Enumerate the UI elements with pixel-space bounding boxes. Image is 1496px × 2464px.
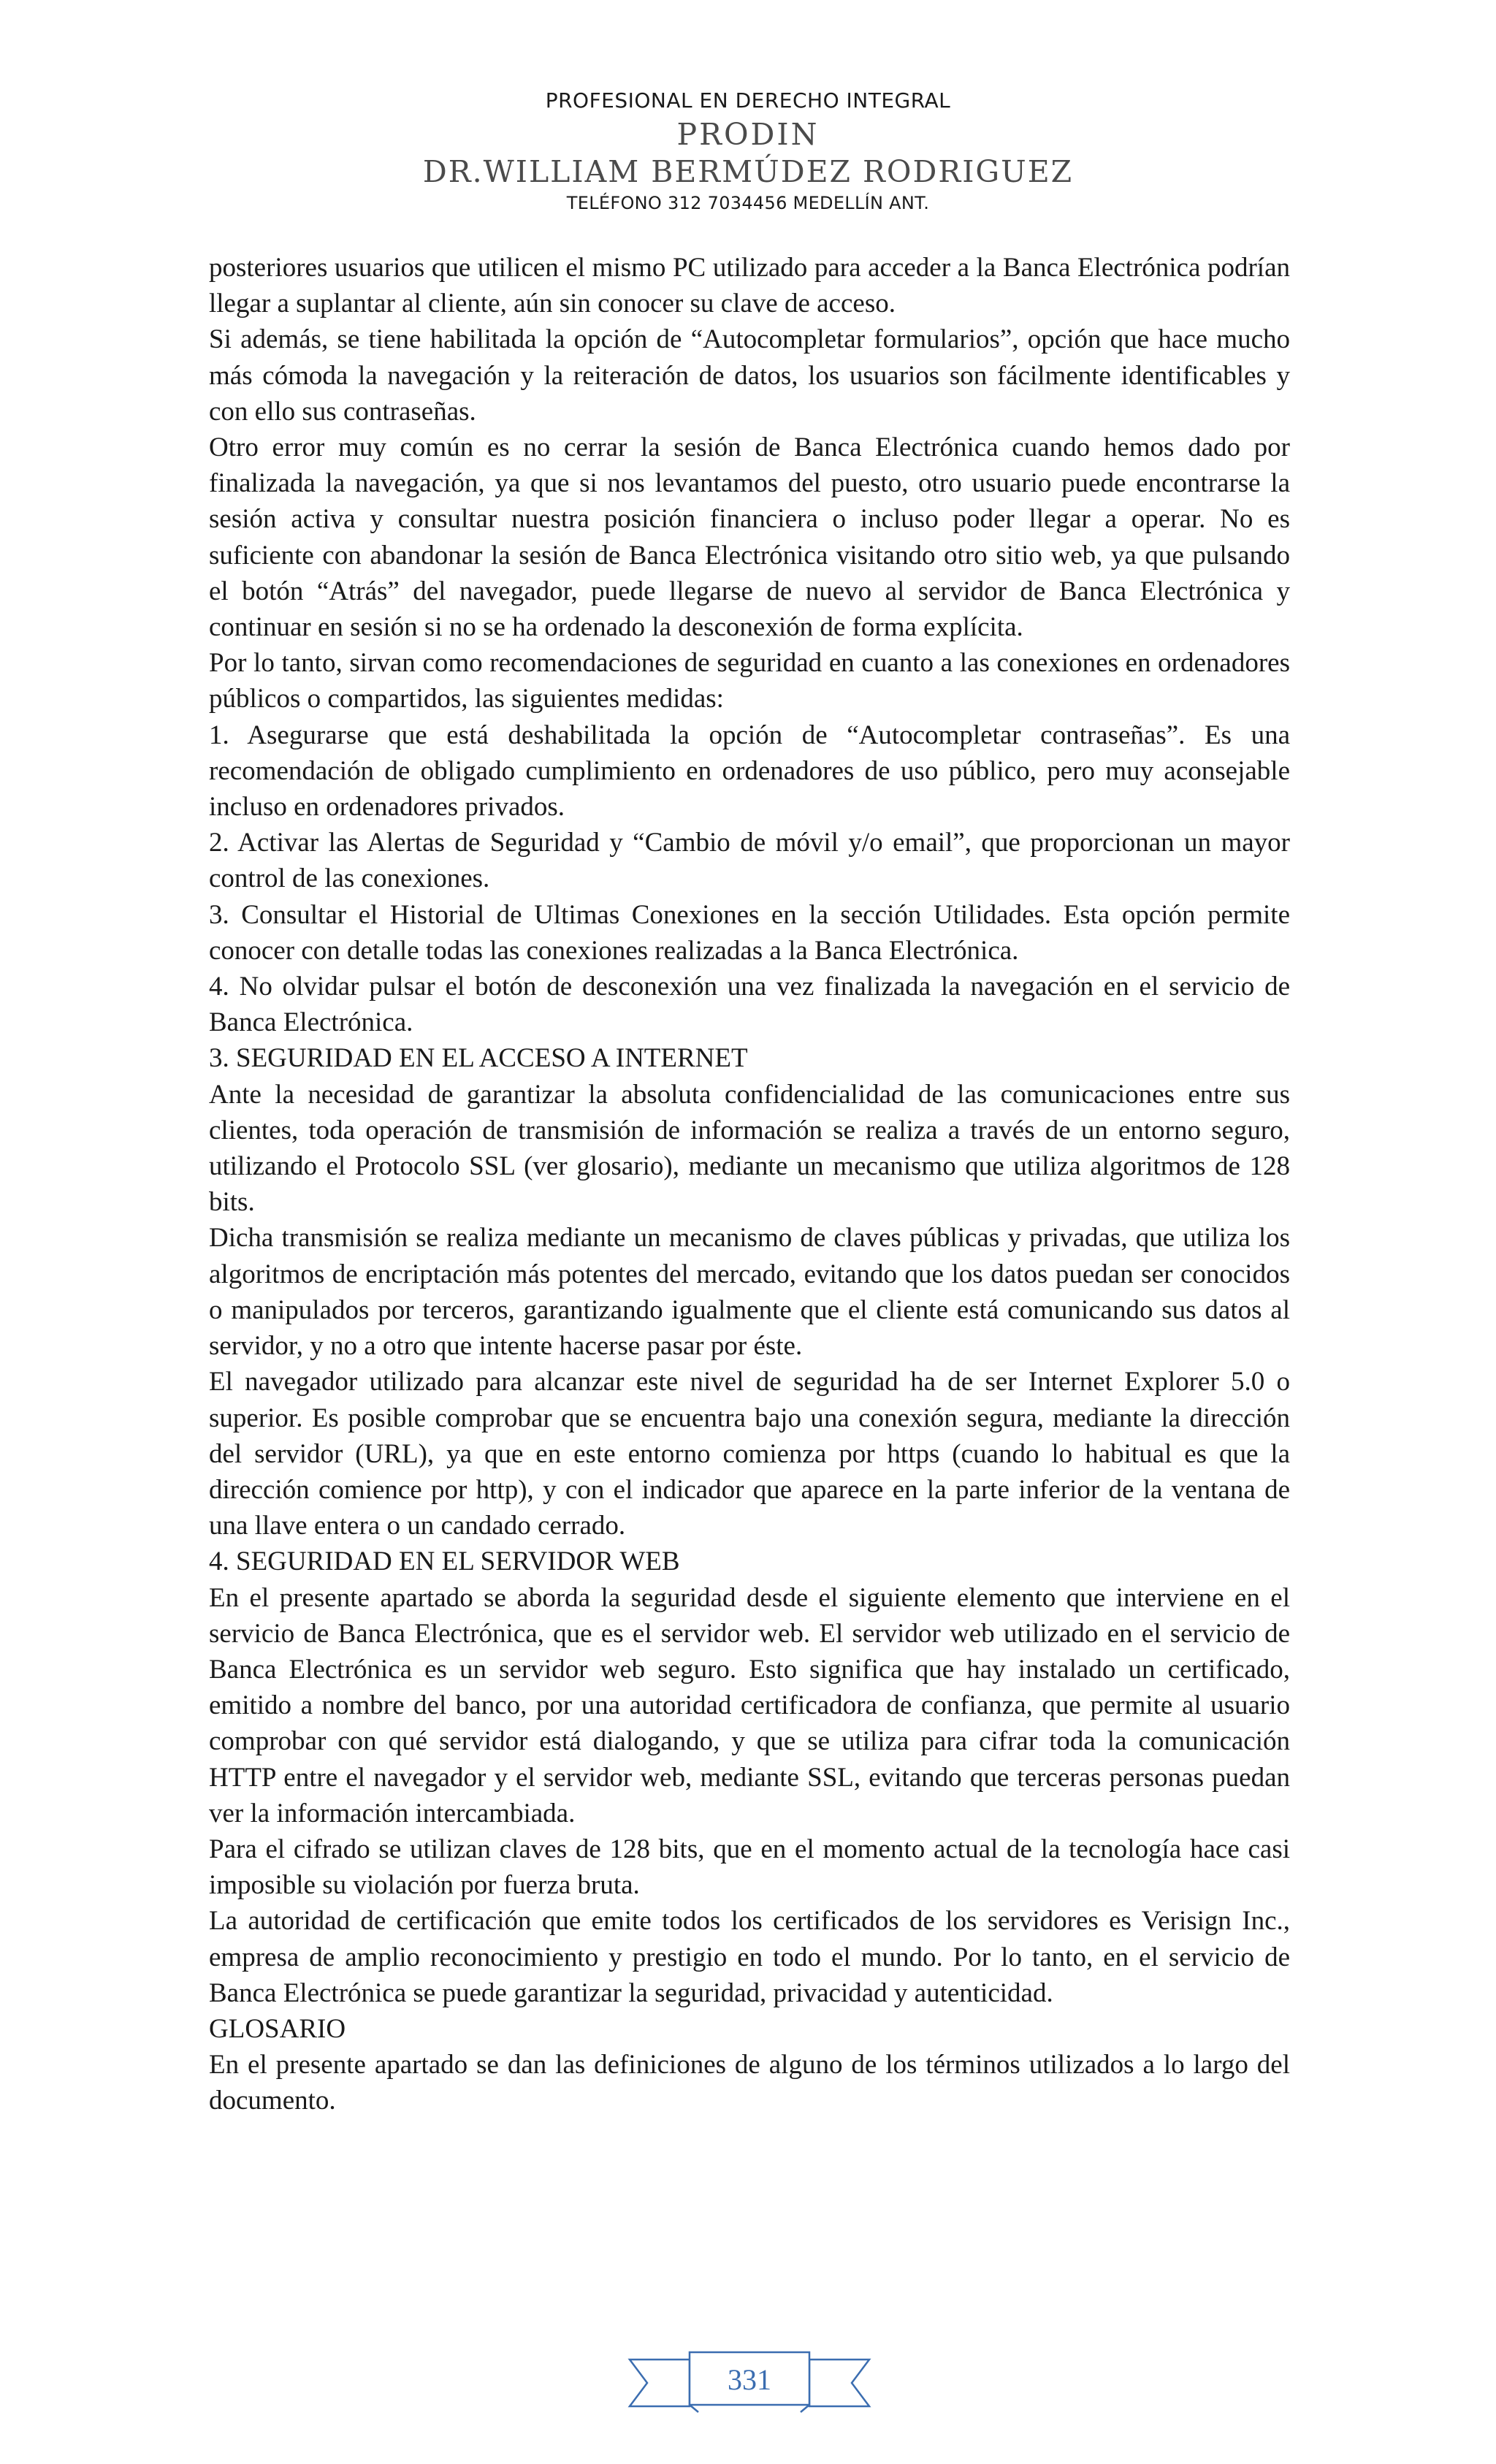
page-number-ribbon [625, 2345, 874, 2415]
paragraph: Si además, se tiene habilitada la opción de “Autocompletar formularios”, opción que hace mucho más cómoda la navegación y la reiteración de datos, los usuarios son fácilmente identificables y con ello sus contraseñas. [209, 324, 1290, 427]
letterhead-title: PROFESIONAL EN DERECHO INTEGRAL [545, 88, 951, 112]
letterhead-name: DR.WILLIAM BERMÚDEZ RODRIGUEZ [422, 154, 1074, 189]
list-item: 2. Activar las Alertas de Seguridad y “Cambio de móvil y/o email”, que proporcionan un mayor control de las conexiones. [209, 828, 1290, 894]
page-number: 331 [728, 2363, 771, 2396]
paragraph: Para el cifrado se utilizan claves de 128 bits, que en el momento actual de la tecnología hace casi imposible su violación por fuerza bruta. [209, 1834, 1290, 1901]
paragraph: Por lo tanto, sirvan como recomendaciones de seguridad en cuanto a las conexiones en ordenadores públicos o compartidos, las siguientes medidas: [209, 648, 1290, 714]
list-item: 4. No olvidar pulsar el botón de desconexión una vez finalizada la navegación en el servicio de Banca Electrónica. [209, 972, 1290, 1038]
paragraph: Dicha transmisión se realiza mediante un mecanismo de claves públicas y privadas, que utiliza los algoritmos de encriptación más potentes del mercado, evitando que los datos puedan ser conocidos o manipulados por terceros, garantizando igualmente que el cliente está comunicando sus datos al servidor, y no a otro que intente hacerse pasar por éste. [209, 1223, 1290, 1362]
letterhead [0, 86, 1496, 216]
list-item: 3. Consultar el Historial de Ultimas Conexiones en la sección Utilidades. Esta opción permite conocer con detalle todas las conexiones realizadas a la Banca Electrónica. [209, 899, 1290, 966]
letterhead-phone: TELÉFONO 312 7034456 MEDELLÍN ANT. [566, 193, 930, 213]
section-heading: 4. SEGURIDAD EN EL SERVIDOR WEB [209, 1546, 680, 1577]
paragraph: En el presente apartado se aborda la seguridad desde el siguiente elemento que interviene en el servicio de Banca Electrónica, que es el servidor web. El servidor web utilizado en el servicio de Banca Electrónica es un servidor web seguro. Esto significa que hay instalado un certificado, emitido a nombre del banco, por una autoridad certificadora de confianza, que permite al usuario comprobar con qué servidor está dialogando, y que se utiliza para cifrar toda la comunicación HTTP entre el navegador y el servidor web, mediante SSL, evitando que terceras personas puedan ver la información intercambiada. [209, 1582, 1290, 1828]
document-body [209, 250, 1290, 2119]
paragraph: El navegador utilizado para alcanzar este nivel de seguridad ha de ser Internet Explorer 5.0 o superior. Es posible comprobar que se encuentra bajo una conexión segura, mediante la dirección del servidor (URL), ya que en este entorno comienza por https (cuando lo habitual es que la dirección comience por http), y con el indicador que aparece en la parte inferior de la ventana de una llave entera o un candado cerrado. [209, 1367, 1290, 1541]
letterhead-brand: PRODIN [676, 117, 820, 152]
paragraph: Ante la necesidad de garantizar la absoluta confidencialidad de las comunicaciones entre sus clientes, toda operación de transmisión de información se realiza a través de un entorno seguro, utilizando el Protocolo SSL (ver glosario), mediante un mecanismo que utiliza algoritmos de 128 bits. [209, 1079, 1290, 1218]
section-heading: 3. SEGURIDAD EN EL ACCESO A INTERNET [209, 1043, 748, 1074]
section-heading: GLOSARIO [209, 2013, 346, 2044]
paragraph: En el presente apartado se dan las definiciones de alguno de los términos utilizados a lo largo del documento. [209, 2050, 1290, 2116]
paragraph: La autoridad de certificación que emite todos los certificados de los servidores es Verisign Inc., empresa de amplio reconocimiento y prestigio en todo el mundo. Por lo tanto, en el servicio de Banca Electrónica se puede garantizar la seguridad, privacidad y autenticidad. [209, 1906, 1290, 2008]
paragraph: posteriores usuarios que utilicen el mismo PC utilizado para acceder a la Banca Electrónica podrían llegar a suplantar al cliente, aún sin conocer su clave de acceso. [209, 253, 1290, 319]
paragraph: Otro error muy común es no cerrar la sesión de Banca Electrónica cuando hemos dado por finalizada la navegación, ya que si nos levantamos del puesto, otro usuario puede encontrarse la sesión activa y consultar nuestra posición financiera o incluso poder llegar a operar. No es suficiente con abandonar la sesión de Banca Electrónica visitando otro sitio web, ya que pulsando el botón “Atrás” del navegador, puede llegarse de nuevo al servidor de Banca Electrónica y continuar en sesión si no se ha ordenado la desconexión de forma explícita. [209, 432, 1290, 643]
list-item: 1. Asegurarse que está deshabilitada la opción de “Autocompletar contraseñas”. Es una recomendación de obligado cumplimiento en ordenadores de uso público, pero muy aconsejable incluso en ordenadores privados. [209, 720, 1290, 823]
